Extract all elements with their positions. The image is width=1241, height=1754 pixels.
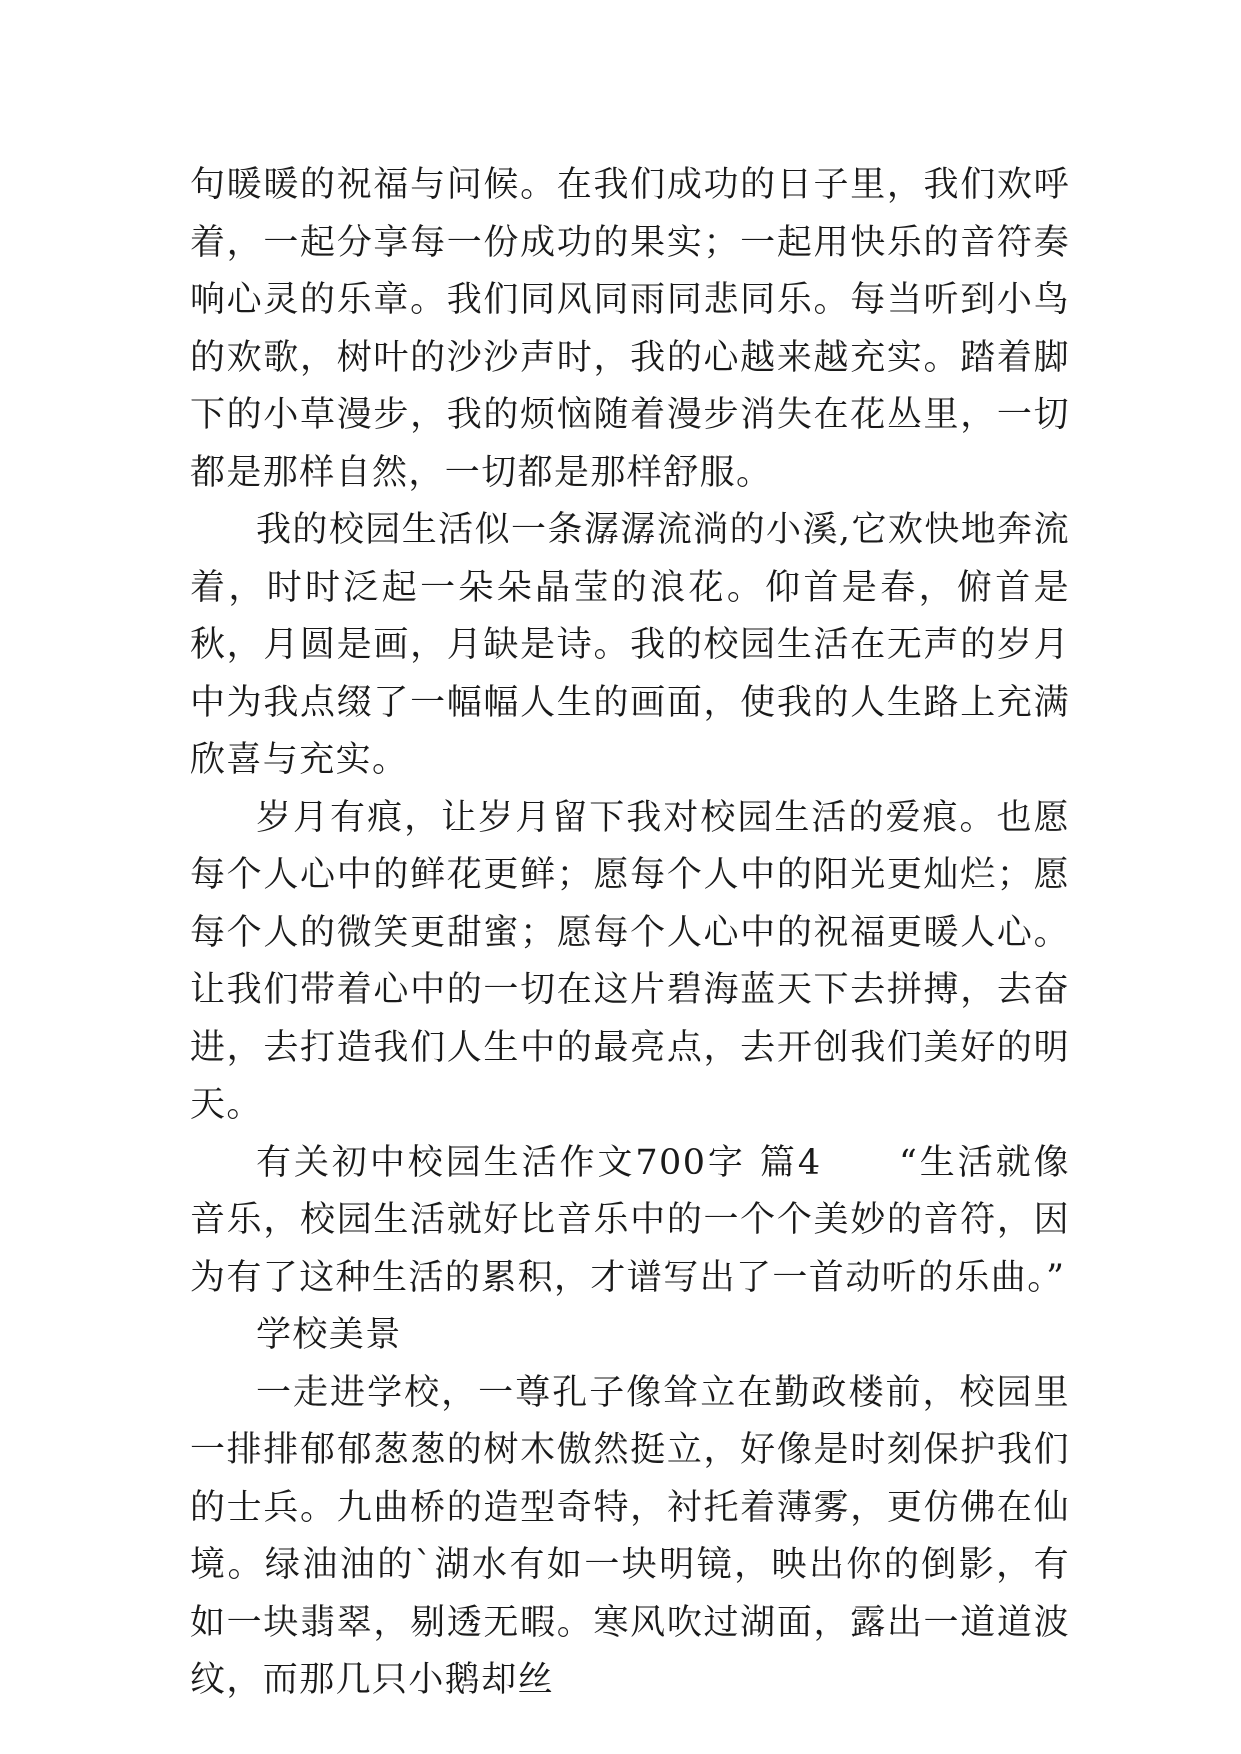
paragraph-4: 有关初中校园生活作文700字 篇4 “生活就像音乐，校园生活就好比音乐中的一个个美妙的音符，因为有了这种生活的累积，才谱写出了一首动听的乐曲。”	[190, 1142, 1070, 1298]
paragraph-5: 一走进学校，一尊孔子像耸立在勤政楼前，校园里一排排郁郁葱葱的树木傲然挺立，好像是时刻保护我们的士兵。九曲桥的造型奇特，衬托着薄雾，更仿佛在仙境。绿油油的`湖水有如一块明镜，映出你的倒影，有如一块翡翠，剔透无暇。寒风吹过湖面，露出一道道波纹，而那几只小鹅却丝	[190, 1372, 1070, 1700]
paragraph-3: 岁月有痕，让岁月留下我对校园生活的爱痕。也愿每个人心中的鲜花更鲜；愿每个人中的阳光更灿烂；愿每个人的微笑更甜蜜；愿每个人心中的祝福更暖人心。让我们带着心中的一切在这片碧海蓝天下去拼搏，去奋进，去打造我们人生中的最亮点，去开创我们美好的明天。	[190, 797, 1070, 1125]
paragraph-1: 句暖暖的祝福与问候。在我们成功的日子里，我们欢呼着，一起分享每一份成功的果实；一起用快乐的音符奏响心灵的乐章。我们同风同雨同悲同乐。每当听到小鸟的欢歌，树叶的沙沙声时，我的心越来越充实。踏着脚下的小草漫步，我的烦恼随着漫步消失在花丛里，一切都是那样自然，一切都是那样舒服。	[190, 165, 1070, 493]
section-heading: 学校美景	[256, 1315, 402, 1355]
paragraph-2: 我的校园生活似一条潺潺流淌的小溪,它欢快地奔流着，时时泛起一朵朵晶莹的浪花。仰首是春，俯首是秋，月圆是画，月缺是诗。我的校园生活在无声的岁月中为我点缀了一幅幅人生的画面，使我的人生路上充满欣喜与充实。	[190, 510, 1070, 780]
document-body	[190, 157, 1070, 1710]
